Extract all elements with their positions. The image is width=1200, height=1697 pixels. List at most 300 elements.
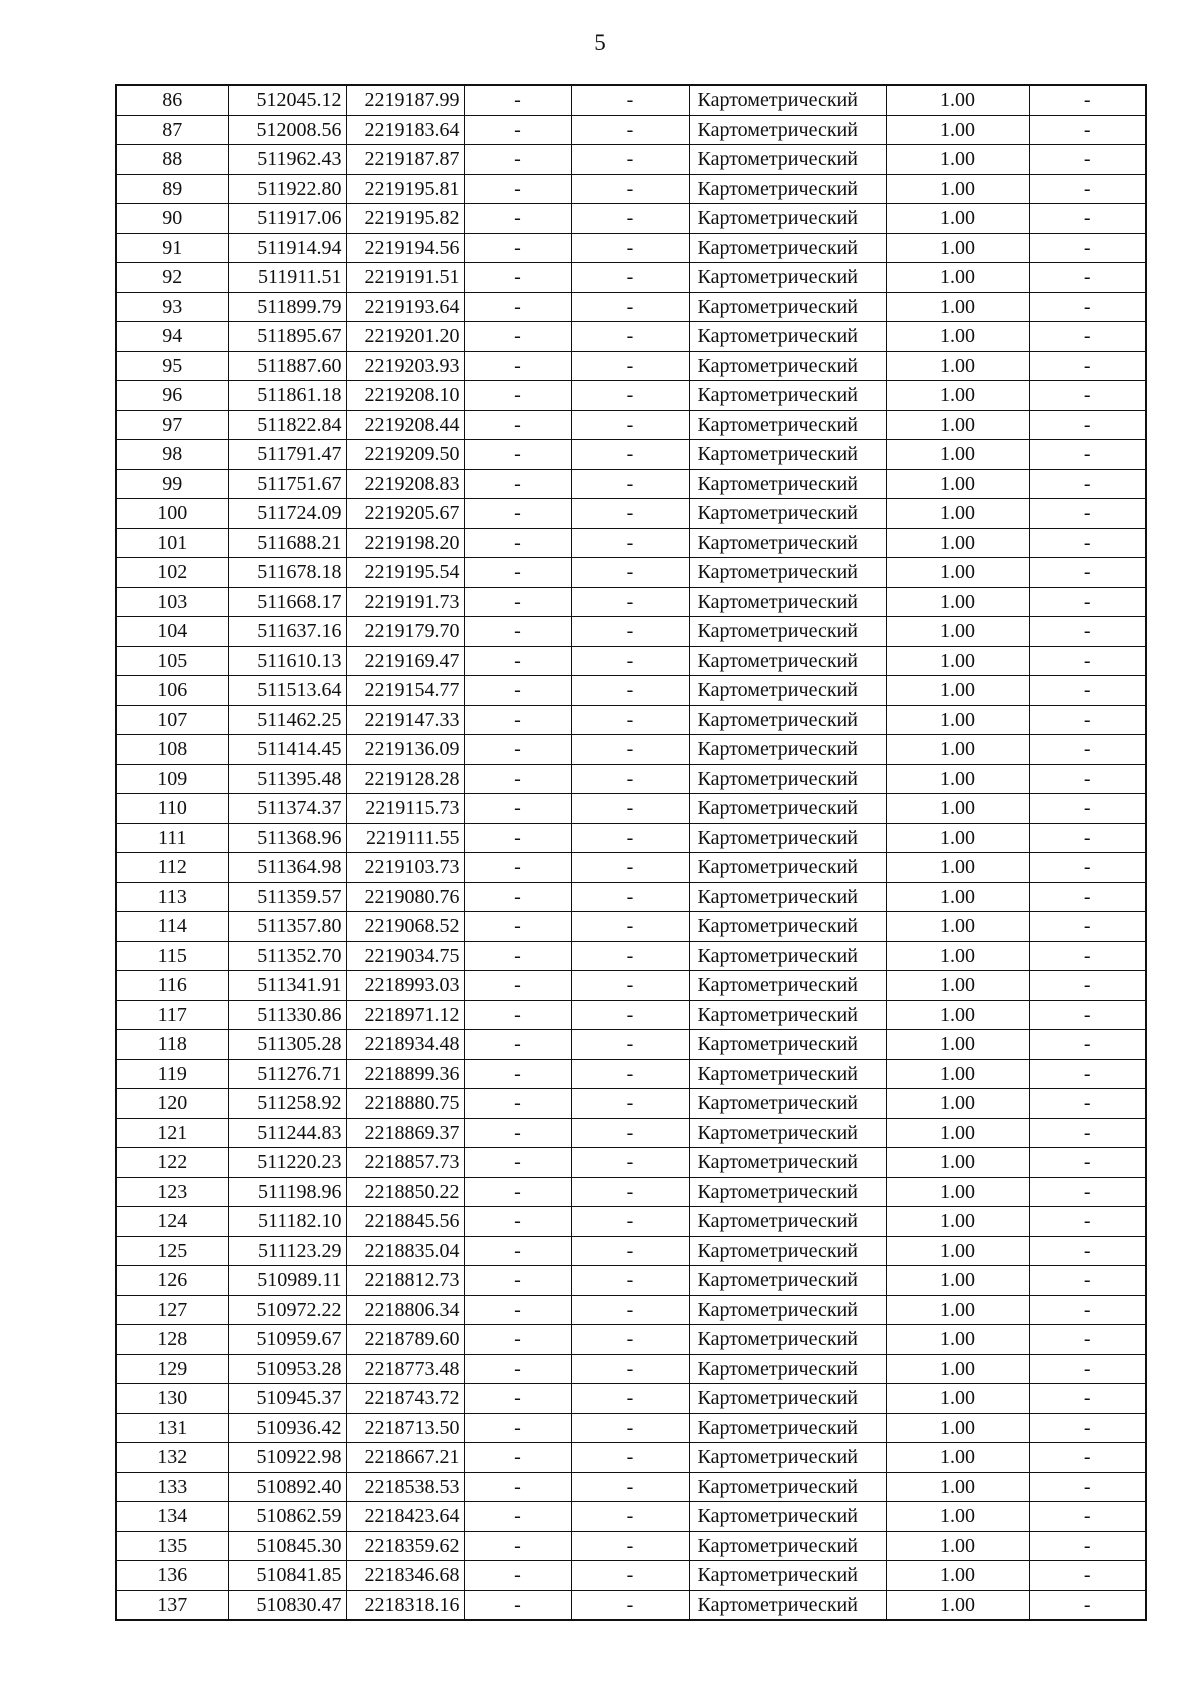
table-row [116, 351, 1146, 381]
method-cell: Картометрический [689, 941, 886, 971]
accuracy-cell: 1.00 [886, 1561, 1029, 1591]
accuracy-cell: 1.00 [886, 1295, 1029, 1325]
point-number-cell: 113 [116, 882, 228, 912]
method-cell: Картометрический [689, 263, 886, 293]
point-number-cell: 123 [116, 1177, 228, 1207]
point-number-cell: 94 [116, 322, 228, 352]
y-coordinate-cell: 2219195.82 [346, 204, 464, 234]
cell-4: - [464, 882, 571, 912]
point-number-cell: 90 [116, 204, 228, 234]
cell-8: - [1029, 499, 1146, 529]
cell-5: - [571, 971, 689, 1001]
cell-4: - [464, 558, 571, 588]
method-cell: Картометрический [689, 735, 886, 765]
cell-4: - [464, 1295, 571, 1325]
table-row [116, 1000, 1146, 1030]
point-number-cell: 135 [116, 1531, 228, 1561]
cell-4: - [464, 764, 571, 794]
table-row [116, 528, 1146, 558]
cell-5: - [571, 853, 689, 883]
y-coordinate-cell: 2219208.83 [346, 469, 464, 499]
table-row [116, 322, 1146, 352]
accuracy-cell: 1.00 [886, 1590, 1029, 1620]
point-number-cell: 104 [116, 617, 228, 647]
x-coordinate-cell: 511352.70 [228, 941, 346, 971]
point-number-cell: 114 [116, 912, 228, 942]
accuracy-cell: 1.00 [886, 1443, 1029, 1473]
x-coordinate-cell: 510862.59 [228, 1502, 346, 1532]
cell-5: - [571, 410, 689, 440]
accuracy-cell: 1.00 [886, 1059, 1029, 1089]
cell-4: - [464, 115, 571, 145]
accuracy-cell: 1.00 [886, 705, 1029, 735]
point-number-cell: 110 [116, 794, 228, 824]
cell-8: - [1029, 971, 1146, 1001]
cell-4: - [464, 440, 571, 470]
cell-4: - [464, 1561, 571, 1591]
cell-8: - [1029, 292, 1146, 322]
cell-8: - [1029, 1502, 1146, 1532]
accuracy-cell: 1.00 [886, 263, 1029, 293]
point-number-cell: 89 [116, 174, 228, 204]
method-cell: Картометрический [689, 1059, 886, 1089]
table-row [116, 292, 1146, 322]
method-cell: Картометрический [689, 1443, 886, 1473]
cell-4: - [464, 971, 571, 1001]
cell-5: - [571, 646, 689, 676]
accuracy-cell: 1.00 [886, 1472, 1029, 1502]
method-cell: Картометрический [689, 1561, 886, 1591]
method-cell: Картометрический [689, 1413, 886, 1443]
point-number-cell: 109 [116, 764, 228, 794]
accuracy-cell: 1.00 [886, 469, 1029, 499]
cell-5: - [571, 1384, 689, 1414]
point-number-cell: 101 [116, 528, 228, 558]
accuracy-cell: 1.00 [886, 1000, 1029, 1030]
point-number-cell: 133 [116, 1472, 228, 1502]
cell-8: - [1029, 1266, 1146, 1296]
method-cell: Картометрический [689, 1000, 886, 1030]
cell-5: - [571, 1266, 689, 1296]
table-row [116, 1236, 1146, 1266]
cell-4: - [464, 1000, 571, 1030]
method-cell: Картометрический [689, 233, 886, 263]
method-cell: Картометрический [689, 912, 886, 942]
y-coordinate-cell: 2219205.67 [346, 499, 464, 529]
method-cell: Картометрический [689, 1590, 886, 1620]
x-coordinate-cell: 511668.17 [228, 587, 346, 617]
cell-4: - [464, 941, 571, 971]
cell-4: - [464, 410, 571, 440]
accuracy-cell: 1.00 [886, 646, 1029, 676]
cell-4: - [464, 1590, 571, 1620]
cell-5: - [571, 1590, 689, 1620]
point-number-cell: 136 [116, 1561, 228, 1591]
cell-5: - [571, 1325, 689, 1355]
point-number-cell: 122 [116, 1148, 228, 1178]
cell-5: - [571, 1059, 689, 1089]
cell-5: - [571, 1089, 689, 1119]
x-coordinate-cell: 510936.42 [228, 1413, 346, 1443]
point-number-cell: 87 [116, 115, 228, 145]
method-cell: Картометрический [689, 1472, 886, 1502]
y-coordinate-cell: 2218971.12 [346, 1000, 464, 1030]
cell-8: - [1029, 1590, 1146, 1620]
accuracy-cell: 1.00 [886, 1148, 1029, 1178]
point-number-cell: 107 [116, 705, 228, 735]
cell-8: - [1029, 587, 1146, 617]
accuracy-cell: 1.00 [886, 558, 1029, 588]
table-row [116, 941, 1146, 971]
cell-8: - [1029, 528, 1146, 558]
cell-4: - [464, 1443, 571, 1473]
point-number-cell: 128 [116, 1325, 228, 1355]
method-cell: Картометрический [689, 1177, 886, 1207]
method-cell: Картометрический [689, 794, 886, 824]
table-row [116, 1148, 1146, 1178]
y-coordinate-cell: 2218789.60 [346, 1325, 464, 1355]
y-coordinate-cell: 2219193.64 [346, 292, 464, 322]
x-coordinate-cell: 511887.60 [228, 351, 346, 381]
cell-5: - [571, 351, 689, 381]
cell-8: - [1029, 1236, 1146, 1266]
x-coordinate-cell: 511922.80 [228, 174, 346, 204]
method-cell: Картометрический [689, 351, 886, 381]
x-coordinate-cell: 510922.98 [228, 1443, 346, 1473]
y-coordinate-cell: 2219115.73 [346, 794, 464, 824]
table-row [116, 823, 1146, 853]
x-coordinate-cell: 511962.43 [228, 145, 346, 175]
cell-8: - [1029, 1472, 1146, 1502]
y-coordinate-cell: 2218318.16 [346, 1590, 464, 1620]
x-coordinate-cell: 511414.45 [228, 735, 346, 765]
cell-8: - [1029, 1531, 1146, 1561]
x-coordinate-cell: 510959.67 [228, 1325, 346, 1355]
y-coordinate-cell: 2219191.51 [346, 263, 464, 293]
cell-4: - [464, 1325, 571, 1355]
table-row [116, 1118, 1146, 1148]
accuracy-cell: 1.00 [886, 617, 1029, 647]
x-coordinate-cell: 511244.83 [228, 1118, 346, 1148]
point-number-cell: 108 [116, 735, 228, 765]
accuracy-cell: 1.00 [886, 1266, 1029, 1296]
x-coordinate-cell: 511368.96 [228, 823, 346, 853]
cell-5: - [571, 1531, 689, 1561]
accuracy-cell: 1.00 [886, 1089, 1029, 1119]
cell-8: - [1029, 1561, 1146, 1591]
accuracy-cell: 1.00 [886, 1236, 1029, 1266]
accuracy-cell: 1.00 [886, 440, 1029, 470]
x-coordinate-cell: 511751.67 [228, 469, 346, 499]
cell-8: - [1029, 85, 1146, 115]
table-row [116, 499, 1146, 529]
y-coordinate-cell: 2219111.55 [346, 823, 464, 853]
accuracy-cell: 1.00 [886, 971, 1029, 1001]
x-coordinate-cell: 511917.06 [228, 204, 346, 234]
y-coordinate-cell: 2219034.75 [346, 941, 464, 971]
table-row [116, 469, 1146, 499]
cell-5: - [571, 823, 689, 853]
cell-5: - [571, 1030, 689, 1060]
table-row [116, 115, 1146, 145]
point-number-cell: 97 [116, 410, 228, 440]
cell-8: - [1029, 1089, 1146, 1119]
point-number-cell: 106 [116, 676, 228, 706]
cell-4: - [464, 705, 571, 735]
cell-8: - [1029, 145, 1146, 175]
table-row [116, 1325, 1146, 1355]
method-cell: Картометрический [689, 1207, 886, 1237]
accuracy-cell: 1.00 [886, 145, 1029, 175]
cell-5: - [571, 174, 689, 204]
cell-4: - [464, 676, 571, 706]
cell-5: - [571, 1502, 689, 1532]
x-coordinate-cell: 510830.47 [228, 1590, 346, 1620]
page-number: 5 [594, 30, 606, 55]
cell-4: - [464, 646, 571, 676]
table-row [116, 1531, 1146, 1561]
table-row [116, 971, 1146, 1001]
y-coordinate-cell: 2219179.70 [346, 617, 464, 647]
y-coordinate-cell: 2219183.64 [346, 115, 464, 145]
x-coordinate-cell: 511341.91 [228, 971, 346, 1001]
method-cell: Картометрический [689, 1354, 886, 1384]
table-row [116, 1089, 1146, 1119]
method-cell: Картометрический [689, 1030, 886, 1060]
x-coordinate-cell: 511861.18 [228, 381, 346, 411]
cell-8: - [1029, 882, 1146, 912]
cell-5: - [571, 1207, 689, 1237]
x-coordinate-cell: 510945.37 [228, 1384, 346, 1414]
x-coordinate-cell: 510989.11 [228, 1266, 346, 1296]
x-coordinate-cell: 511364.98 [228, 853, 346, 883]
table-row [116, 1413, 1146, 1443]
point-number-cell: 124 [116, 1207, 228, 1237]
cell-4: - [464, 204, 571, 234]
accuracy-cell: 1.00 [886, 735, 1029, 765]
cell-4: - [464, 912, 571, 942]
y-coordinate-cell: 2219198.20 [346, 528, 464, 558]
cell-8: - [1029, 794, 1146, 824]
point-number-cell: 130 [116, 1384, 228, 1414]
cell-8: - [1029, 1148, 1146, 1178]
table-body [116, 85, 1146, 1620]
table-row [116, 1177, 1146, 1207]
cell-5: - [571, 705, 689, 735]
method-cell: Картометрический [689, 469, 886, 499]
cell-8: - [1029, 558, 1146, 588]
method-cell: Картометрический [689, 853, 886, 883]
y-coordinate-cell: 2219154.77 [346, 676, 464, 706]
point-number-cell: 129 [116, 1354, 228, 1384]
x-coordinate-cell: 511359.57 [228, 882, 346, 912]
method-cell: Картометрический [689, 499, 886, 529]
cell-8: - [1029, 115, 1146, 145]
cell-4: - [464, 587, 571, 617]
accuracy-cell: 1.00 [886, 292, 1029, 322]
cell-4: - [464, 85, 571, 115]
cell-4: - [464, 1148, 571, 1178]
point-number-cell: 115 [116, 941, 228, 971]
point-number-cell: 127 [116, 1295, 228, 1325]
x-coordinate-cell: 511462.25 [228, 705, 346, 735]
cell-5: - [571, 1443, 689, 1473]
table-row [116, 145, 1146, 175]
accuracy-cell: 1.00 [886, 1413, 1029, 1443]
cell-8: - [1029, 440, 1146, 470]
method-cell: Картометрический [689, 1148, 886, 1178]
table-row [116, 1295, 1146, 1325]
table-row [116, 263, 1146, 293]
x-coordinate-cell: 511395.48 [228, 764, 346, 794]
accuracy-cell: 1.00 [886, 764, 1029, 794]
cell-4: - [464, 1236, 571, 1266]
table-row [116, 410, 1146, 440]
x-coordinate-cell: 511258.92 [228, 1089, 346, 1119]
accuracy-cell: 1.00 [886, 85, 1029, 115]
y-coordinate-cell: 2218993.03 [346, 971, 464, 1001]
table-row [116, 735, 1146, 765]
cell-5: - [571, 587, 689, 617]
cell-5: - [571, 1148, 689, 1178]
method-cell: Картометрический [689, 882, 886, 912]
accuracy-cell: 1.00 [886, 1118, 1029, 1148]
x-coordinate-cell: 511276.71 [228, 1059, 346, 1089]
cell-4: - [464, 1266, 571, 1296]
accuracy-cell: 1.00 [886, 676, 1029, 706]
y-coordinate-cell: 2218869.37 [346, 1118, 464, 1148]
cell-8: - [1029, 1000, 1146, 1030]
y-coordinate-cell: 2219203.93 [346, 351, 464, 381]
cell-5: - [571, 1354, 689, 1384]
y-coordinate-cell: 2218857.73 [346, 1148, 464, 1178]
y-coordinate-cell: 2218850.22 [346, 1177, 464, 1207]
cell-8: - [1029, 853, 1146, 883]
y-coordinate-cell: 2219068.52 [346, 912, 464, 942]
method-cell: Картометрический [689, 587, 886, 617]
method-cell: Картометрический [689, 528, 886, 558]
cell-8: - [1029, 351, 1146, 381]
method-cell: Картометрический [689, 1531, 886, 1561]
method-cell: Картометрический [689, 617, 886, 647]
accuracy-cell: 1.00 [886, 1354, 1029, 1384]
cell-5: - [571, 794, 689, 824]
table-row [116, 705, 1146, 735]
cell-8: - [1029, 912, 1146, 942]
cell-5: - [571, 115, 689, 145]
table-row [116, 1266, 1146, 1296]
x-coordinate-cell: 510841.85 [228, 1561, 346, 1591]
cell-5: - [571, 1472, 689, 1502]
cell-5: - [571, 617, 689, 647]
cell-8: - [1029, 1325, 1146, 1355]
cell-8: - [1029, 1384, 1146, 1414]
method-cell: Картометрический [689, 1236, 886, 1266]
cell-5: - [571, 263, 689, 293]
cell-5: - [571, 1000, 689, 1030]
method-cell: Картометрический [689, 440, 886, 470]
point-number-cell: 95 [116, 351, 228, 381]
y-coordinate-cell: 2219187.87 [346, 145, 464, 175]
cell-5: - [571, 912, 689, 942]
table-row [116, 853, 1146, 883]
accuracy-cell: 1.00 [886, 1384, 1029, 1414]
cell-5: - [571, 941, 689, 971]
accuracy-cell: 1.00 [886, 587, 1029, 617]
x-coordinate-cell: 511637.16 [228, 617, 346, 647]
cell-4: - [464, 528, 571, 558]
point-number-cell: 99 [116, 469, 228, 499]
accuracy-cell: 1.00 [886, 115, 1029, 145]
point-number-cell: 120 [116, 1089, 228, 1119]
point-number-cell: 132 [116, 1443, 228, 1473]
x-coordinate-cell: 512045.12 [228, 85, 346, 115]
y-coordinate-cell: 2219187.99 [346, 85, 464, 115]
method-cell: Картометрический [689, 1325, 886, 1355]
cell-4: - [464, 1384, 571, 1414]
cell-5: - [571, 882, 689, 912]
table-row [116, 912, 1146, 942]
cell-4: - [464, 617, 571, 647]
point-number-cell: 88 [116, 145, 228, 175]
table-row [116, 85, 1146, 115]
accuracy-cell: 1.00 [886, 381, 1029, 411]
table-row [116, 233, 1146, 263]
table-row [116, 1354, 1146, 1384]
x-coordinate-cell: 511513.64 [228, 676, 346, 706]
cell-4: - [464, 263, 571, 293]
point-number-cell: 134 [116, 1502, 228, 1532]
x-coordinate-cell: 512008.56 [228, 115, 346, 145]
accuracy-cell: 1.00 [886, 1030, 1029, 1060]
point-number-cell: 100 [116, 499, 228, 529]
point-number-cell: 111 [116, 823, 228, 853]
point-number-cell: 86 [116, 85, 228, 115]
y-coordinate-cell: 2219128.28 [346, 764, 464, 794]
table-row [116, 617, 1146, 647]
x-coordinate-cell: 511182.10 [228, 1207, 346, 1237]
cell-5: - [571, 322, 689, 352]
x-coordinate-cell: 511678.18 [228, 558, 346, 588]
method-cell: Картометрический [689, 292, 886, 322]
x-coordinate-cell: 511688.21 [228, 528, 346, 558]
cell-8: - [1029, 705, 1146, 735]
accuracy-cell: 1.00 [886, 941, 1029, 971]
cell-8: - [1029, 1354, 1146, 1384]
cell-4: - [464, 469, 571, 499]
y-coordinate-cell: 2219195.81 [346, 174, 464, 204]
cell-4: - [464, 1059, 571, 1089]
accuracy-cell: 1.00 [886, 1502, 1029, 1532]
cell-8: - [1029, 204, 1146, 234]
x-coordinate-cell: 510845.30 [228, 1531, 346, 1561]
cell-5: - [571, 499, 689, 529]
y-coordinate-cell: 2218346.68 [346, 1561, 464, 1591]
cell-4: - [464, 853, 571, 883]
table-row [116, 646, 1146, 676]
y-coordinate-cell: 2218899.36 [346, 1059, 464, 1089]
method-cell: Картометрический [689, 85, 886, 115]
cell-5: - [571, 1295, 689, 1325]
table-row [116, 1561, 1146, 1591]
cell-4: - [464, 351, 571, 381]
y-coordinate-cell: 2219195.54 [346, 558, 464, 588]
cell-4: - [464, 1413, 571, 1443]
point-number-cell: 126 [116, 1266, 228, 1296]
point-number-cell: 93 [116, 292, 228, 322]
x-coordinate-cell: 511220.23 [228, 1148, 346, 1178]
y-coordinate-cell: 2218835.04 [346, 1236, 464, 1266]
